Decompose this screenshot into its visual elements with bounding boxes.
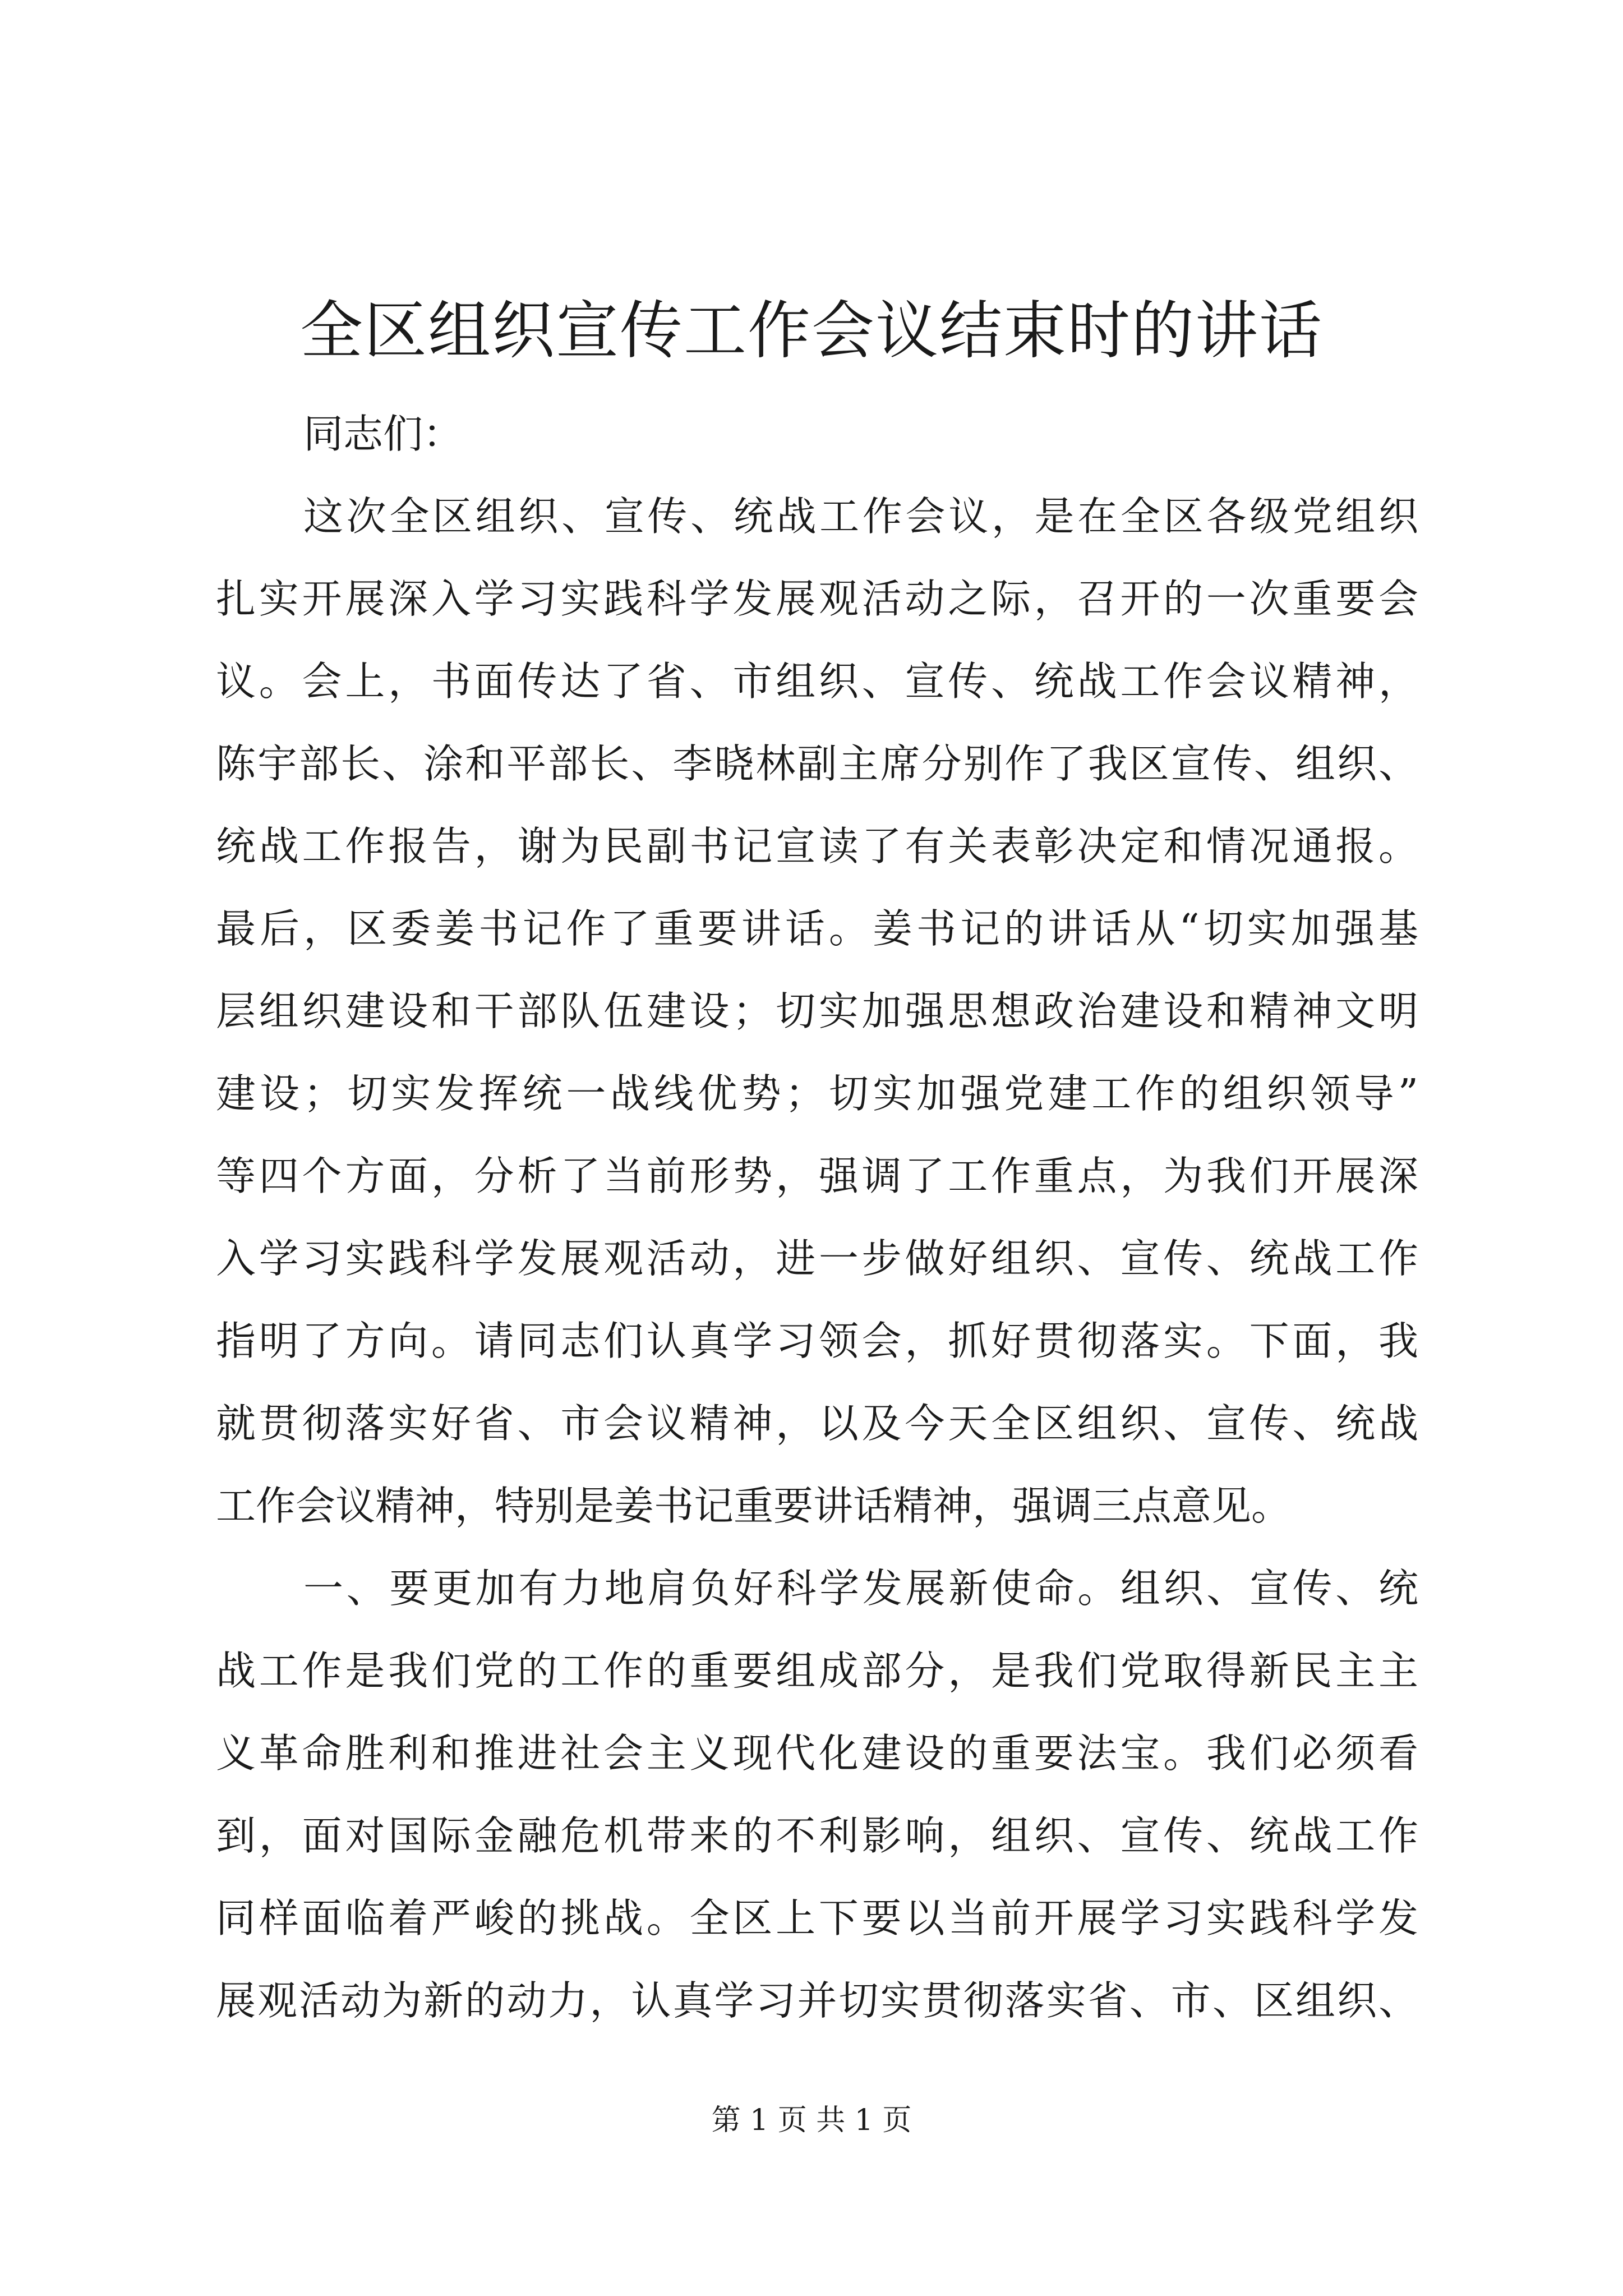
paragraph-line: 陈宇部长、涂和平部长、李晓林副主席分别作了我区宣传、组织、 — [216, 740, 1418, 787]
paragraph-line: 等四个方面，分析了当前形势，强调了工作重点，为我们开展深 — [216, 1153, 1418, 1199]
paragraph-line: 工作会议精神，特别是姜书记重要讲话精神，强调三点意见。 — [216, 1483, 1292, 1529]
document-body — [216, 393, 1418, 2042]
paragraph-line: 一、要更加有力地肩负好科学发展新使命。组织、宣传、统 — [303, 1565, 1418, 1612]
paragraph-line: 最后，区委姜书记作了重要讲话。姜书记的讲话从“切实加强基 — [216, 905, 1418, 952]
paragraph-line: 就贯彻落实好省、市会议精神，以及今天全区组织、宣传、统战 — [216, 1400, 1418, 1447]
paragraph-line: 指明了方向。请同志们认真学习领会，抓好贯彻落实。下面，我 — [216, 1318, 1418, 1364]
paragraph-line: 扎实开展深入学习实践科学发展观活动之际，召开的一次重要会 — [216, 576, 1418, 622]
paragraph-line: 层组织建设和干部队伍建设；切实加强思想政治建设和精神文明 — [216, 988, 1418, 1034]
document-title: 全区组织宣传工作会议结束时的讲话 — [300, 295, 1323, 367]
paragraph-line: 入学习实践科学发展观活动，进一步做好组织、宣传、统战工作 — [216, 1235, 1418, 1282]
paragraph-line: 统战工作报告，谢为民副书记宣读了有关表彰决定和情况通报。 — [216, 823, 1418, 869]
paragraph-1 — [216, 475, 1418, 1547]
paragraph-line: 到，面对国际金融危机带来的不利影响，组织、宣传、统战工作 — [216, 1812, 1418, 1859]
paragraph-line: 议。会上，书面传达了省、市组织、宣传、统战工作会议精神， — [216, 658, 1418, 705]
paragraph-2 — [216, 1547, 1418, 2042]
salutation: 同志们： — [303, 411, 463, 457]
paragraph-line: 建设；切实发挥统一战线优势；切实加强党建工作的组织领导” — [216, 1070, 1418, 1117]
paragraph-line: 展观活动为新的动力，认真学习并切实贯彻落实省、市、区组织、 — [216, 1977, 1418, 2024]
paragraph-line: 义革命胜利和推进社会主义现代化建设的重要法宝。我们必须看 — [216, 1730, 1418, 1777]
page-footer: 第 1 页 共 1 页 — [711, 2104, 912, 2137]
paragraph-line: 同样面临着严峻的挑战。全区上下要以当前开展学习实践科学发 — [216, 1895, 1418, 1941]
paragraph-line: 战工作是我们党的工作的重要组成部分，是我们党取得新民主主 — [216, 1648, 1418, 1694]
paragraph-line: 这次全区组织、宣传、统战工作会议，是在全区各级党组织 — [303, 493, 1418, 540]
